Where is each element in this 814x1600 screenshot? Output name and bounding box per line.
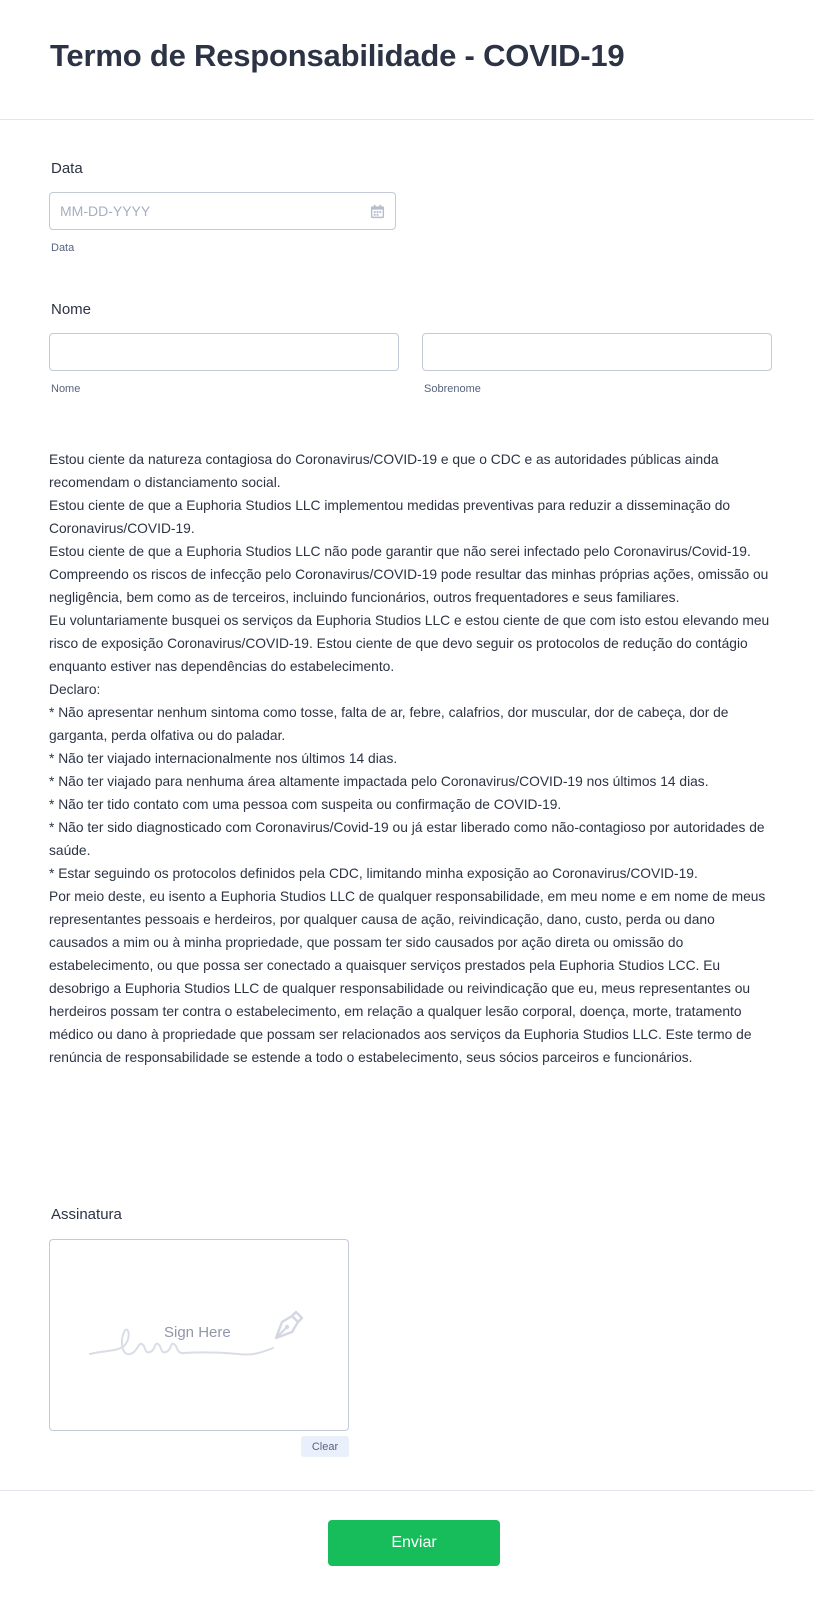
consent-paragraph: * Não ter tido contato com uma pessoa com suspeita ou confirmação de COVID-19. — [49, 797, 562, 812]
clear-signature-button[interactable]: Clear — [301, 1436, 349, 1457]
submit-button[interactable]: Enviar — [328, 1520, 500, 1566]
first-name-input[interactable] — [49, 333, 399, 371]
consent-paragraph: Estou ciente de que a Euphoria Studios LLC implementou medidas preventivas para reduzir a disseminação do Coronavirus/COVID-19. — [49, 498, 731, 536]
consent-paragraph: Estou ciente da natureza contagiosa do Coronavirus/COVID-19 e que o CDC e as autoridades públicas ainda recomendam o distanciamento social. — [49, 452, 719, 490]
first-name-sublabel: Nome — [51, 383, 81, 395]
consent-paragraph: * Não ter viajado para nenhuma área altamente impactada pelo Coronavirus/COVID-19 nos últimos 14 dias. — [49, 774, 709, 789]
consent-paragraph: Por meio deste, eu isento a Euphoria Studios LLC de qualquer responsabilidade, em meu nome e em nome de meus representantes pessoais e herdeiros, por qualquer causa de ação, reivindicação, dano, custo, perda ou dano causados a mim ou à minha propriedade, que possam ter sido causados por ação direta ou omissão do estabelecimento, ou que possa ser conectado a quaisquer serviços prestados pela Euphoria Studios LCC. Eu desobrigo a Euphoria Studios LLC de qualquer responsabilidade ou reivindicação que eu, meus representantes ou herdeiros possam ter contra o estabelecimento, em relação a qualquer lesão corporal, doença, morte, tratamento médico ou dano à propriedade que possam ser relacionados aos serviços da Euphoria Studios LLC. Este termo de renúncia de responsabilidade se estende a todo o estabelecimento, seus sócios parceiros e funcionários. — [49, 889, 766, 1065]
consent-paragraph: Eu voluntariamente busquei os serviços da Euphoria Studios LLC e estou ciente de que com isto estou elevando meu risco de exposição Coronavirus/COVID-19. Estou ciente de que devo seguir os protocolos de redução do contágio enquanto estiver nas dependências do estabelecimento. — [49, 613, 770, 674]
form-header — [0, 0, 814, 120]
form-title: Termo de Responsabilidade - COVID-19 — [50, 38, 625, 73]
signature-label: Assinatura — [51, 1206, 122, 1223]
date-sublabel: Data — [51, 242, 75, 254]
calendar-icon[interactable] — [370, 204, 385, 219]
consent-paragraph: Estou ciente de que a Euphoria Studios LLC não pode garantir que não serei infectado pelo Coronavirus/Covid-19. Compreendo os riscos de infecção pelo Coronavirus/COVID-19 pode resultar das minhas próprias ações, omissão ou negligência, bem como as de terceiros, incluindo funcionários, outros frequentadores e seus familiares. — [49, 544, 769, 605]
last-name-sublabel: Sobrenome — [424, 383, 481, 395]
pen-nib-icon — [272, 1308, 306, 1342]
date-label: Data — [51, 160, 83, 177]
consent-text — [49, 448, 773, 1069]
footer-divider — [0, 1490, 814, 1491]
consent-paragraph: * Estar seguindo os protocolos definidos pela CDC, limitando minha exposição ao Coronavirus/COVID-19. — [49, 866, 698, 881]
sign-here-text: Sign Here — [164, 1324, 231, 1341]
consent-paragraph: Declaro: — [49, 682, 101, 697]
last-name-input[interactable] — [422, 333, 772, 371]
consent-paragraph: * Não ter viajado internacionalmente nos últimos 14 dias. — [49, 751, 398, 766]
name-label: Nome — [51, 301, 92, 318]
signature-pad[interactable] — [49, 1239, 349, 1431]
consent-paragraph: * Não apresentar nenhum sintoma como tosse, falta de ar, febre, calafrios, dor muscular, dor de cabeça, dor de garganta, perda olfativa ou do paladar. — [49, 705, 729, 743]
consent-paragraph: * Não ter sido diagnosticado com Coronavirus/Covid-19 ou já estar liberado como não-contagioso por autoridades de saúde. — [49, 820, 765, 858]
date-input[interactable] — [49, 192, 396, 230]
